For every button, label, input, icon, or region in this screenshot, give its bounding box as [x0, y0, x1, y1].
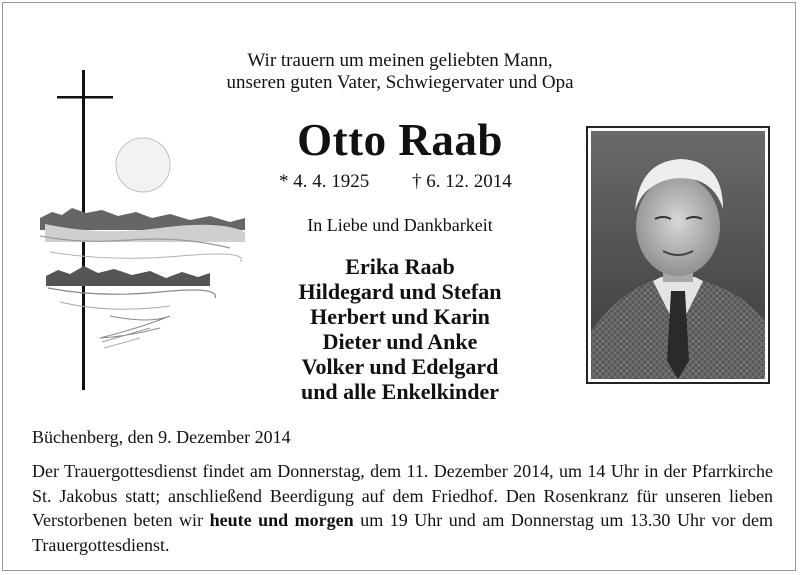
mourner-item: Hildegard und Stefan: [298, 279, 502, 304]
intro-line-2: unseren guten Vater, Schwiegervater und Opa: [226, 72, 574, 93]
portrait-image: [591, 131, 765, 379]
birth-date: * 4. 4. 1925: [279, 171, 370, 192]
notice-emphasis: heute und morgen: [209, 510, 354, 530]
funeral-notice: [32, 459, 773, 557]
mourner-item: Erika Raab: [345, 254, 455, 279]
dedication: In Liebe und Dankbarkeit: [307, 215, 493, 235]
life-dates: [279, 170, 512, 194]
mourners-list: [220, 254, 580, 404]
mourner-item: und alle Enkelkinder: [300, 379, 500, 404]
mourner-item: Herbert und Karin: [310, 304, 490, 329]
intro-text: [190, 50, 610, 94]
notice-text-1: Der Trauergottesdienst findet am Donnerstag, dem 11. Dezember 2014, um 14 Uhr in der Pfarrkirche St. Jakobus statt; anschließend Beerdigung auf dem Friedhof. Den Rosenkranz für unseren lieben Verstorbenen beten wir: [32, 461, 773, 530]
mourner-item: Volker und Edelgard: [301, 354, 499, 379]
place-and-date: Büchenberg, den 9. Dezember 2014: [32, 427, 291, 447]
intro-line-1: Wir trauern um meinen geliebten Mann,: [247, 50, 553, 71]
mourner-item: Dieter und Anke: [322, 329, 478, 354]
notice-text-2: um 19 Uhr und am Donnerstag um 13.30 Uhr vor dem Trauergottesdienst.: [32, 510, 773, 555]
deceased-name: Otto Raab: [297, 115, 503, 165]
death-date: † 6. 12. 2014: [412, 171, 512, 192]
portrait-photo: [586, 126, 770, 384]
